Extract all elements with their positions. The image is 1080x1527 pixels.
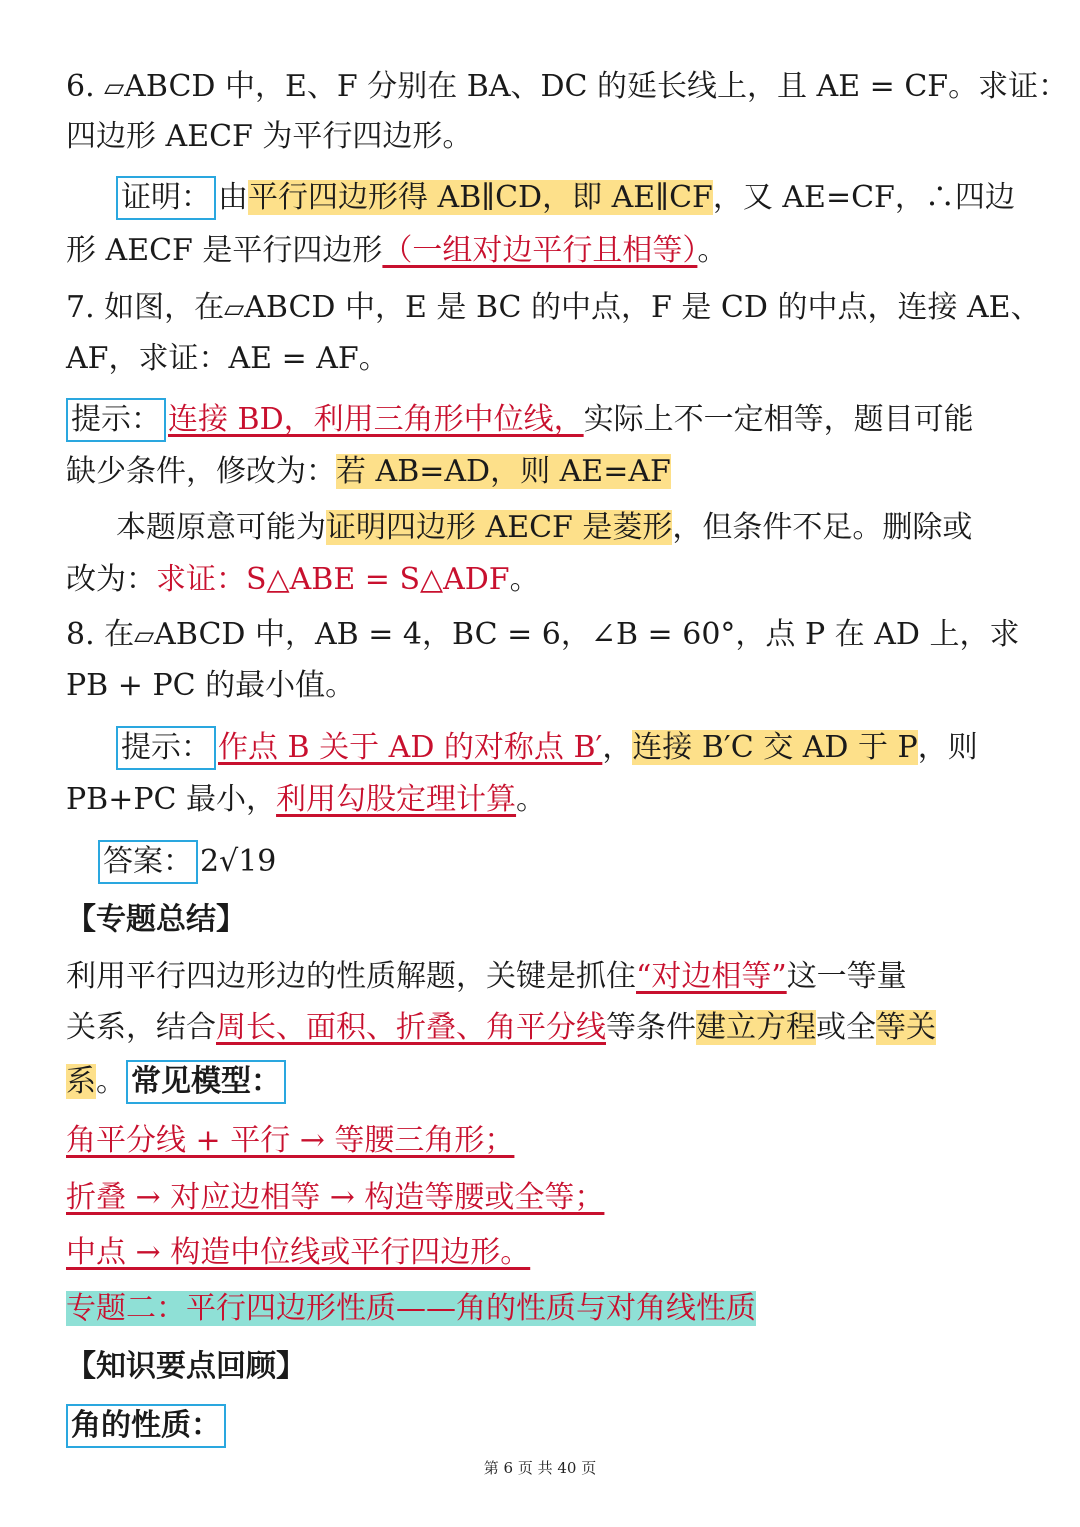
angle-property-label: 角的性质： xyxy=(66,1404,226,1448)
q6-proof-line-2: 形 AECF 是平行四边形（一组对边平行且相等）。 xyxy=(66,233,728,268)
page-footer: 第 6 页 共 40 页 xyxy=(483,1459,597,1477)
summary-heading: 【专题总结】 xyxy=(66,902,246,937)
q7-line-1: 7. 如图，在▱ABCD 中，E 是 BC 的中点，F 是 CD 的中点，连接 AE、 xyxy=(66,290,1041,325)
summary-line-2: 关系，结合周长、面积、折叠、角平分线等条件建立方程或全等关 xyxy=(66,1010,936,1045)
q7-line-2: AF，求证：AE = AF。 xyxy=(66,341,389,376)
hint-label: 提示： xyxy=(116,726,216,770)
q8-answer-line xyxy=(98,840,276,880)
answer-value: 2√19 xyxy=(200,844,277,879)
model-item-2: 折叠 → 对应边相等 → 构造等腰或全等； xyxy=(66,1180,605,1215)
q6-number: 6. xyxy=(66,69,95,104)
angle-property-line xyxy=(66,1404,228,1444)
q7-number: 7. xyxy=(66,290,95,325)
topic2-title-line xyxy=(66,1289,756,1329)
q7-hint-line-3: 本题原意可能为证明四边形 AECF 是菱形，但条件不足。删除或 xyxy=(116,510,973,545)
q6-line-1: 6. ▱ABCD 中，E、F 分别在 BA、DC 的延长线上，且 AE = CF。求证： xyxy=(66,69,1069,104)
hint-label: 提示： xyxy=(66,398,166,442)
q7-hint-line-4: 改为：求证：S△ABE = S△ADF。 xyxy=(66,562,540,597)
q8-line-2: PB + PC 的最小值。 xyxy=(66,668,356,703)
q7-hint-line-2: 缺少条件，修改为：若 AB=AD，则 AE=AF xyxy=(66,454,671,489)
model-item-1: 角平分线 + 平行 → 等腰三角形； xyxy=(66,1123,515,1158)
q7-hint-line-1: 提示： 连接 BD，利用三角形中位线，实际上不一定相等，题目可能 xyxy=(66,398,974,438)
model-item-3: 中点 → 构造中位线或平行四边形。 xyxy=(66,1235,531,1270)
q6-proof-line-1: 证明： 由平行四边形得 AB∥CD，即 AE∥CF，又 AE=CF，∴四边 xyxy=(116,176,1015,216)
topic2-title: 专题二：平行四边形性质——角的性质与对角线性质 xyxy=(66,1291,756,1326)
q8-number: 8. xyxy=(66,617,95,652)
q8-hint-line-2: PB+PC 最小，利用勾股定理计算。 xyxy=(66,782,547,817)
parallelogram-icon: ▱ xyxy=(224,294,245,324)
answer-label: 答案： xyxy=(98,840,198,884)
proof-label: 证明： xyxy=(116,176,216,220)
review-heading: 【知识要点回顾】 xyxy=(66,1349,306,1384)
models-label: 常见模型： xyxy=(126,1060,286,1104)
highlight: 平行四边形得 AB∥CD，即 AE∥CF xyxy=(248,180,713,215)
q8-hint-line-1: 提示： 作点 B 关于 AD 的对称点 B′，连接 B′C 交 AD 于 P，则 xyxy=(116,726,978,766)
parallelogram-icon: ▱ xyxy=(104,73,125,103)
parallelogram-icon: ▱ xyxy=(134,621,155,651)
q8-line-1: 8. 在▱ABCD 中，AB = 4，BC = 6，∠B = 60°，点 P 在 AD 上，求 xyxy=(66,617,1020,652)
summary-line-3: 系。 常见模型： xyxy=(66,1060,288,1100)
summary-line-1: 利用平行四边形边的性质解题，关键是抓住“对边相等”这一等量 xyxy=(66,959,907,994)
red-underlined-note: （一组对边平行且相等） xyxy=(382,233,698,268)
q6-line-2: 四边形 AECF 为平行四边形。 xyxy=(66,119,473,154)
